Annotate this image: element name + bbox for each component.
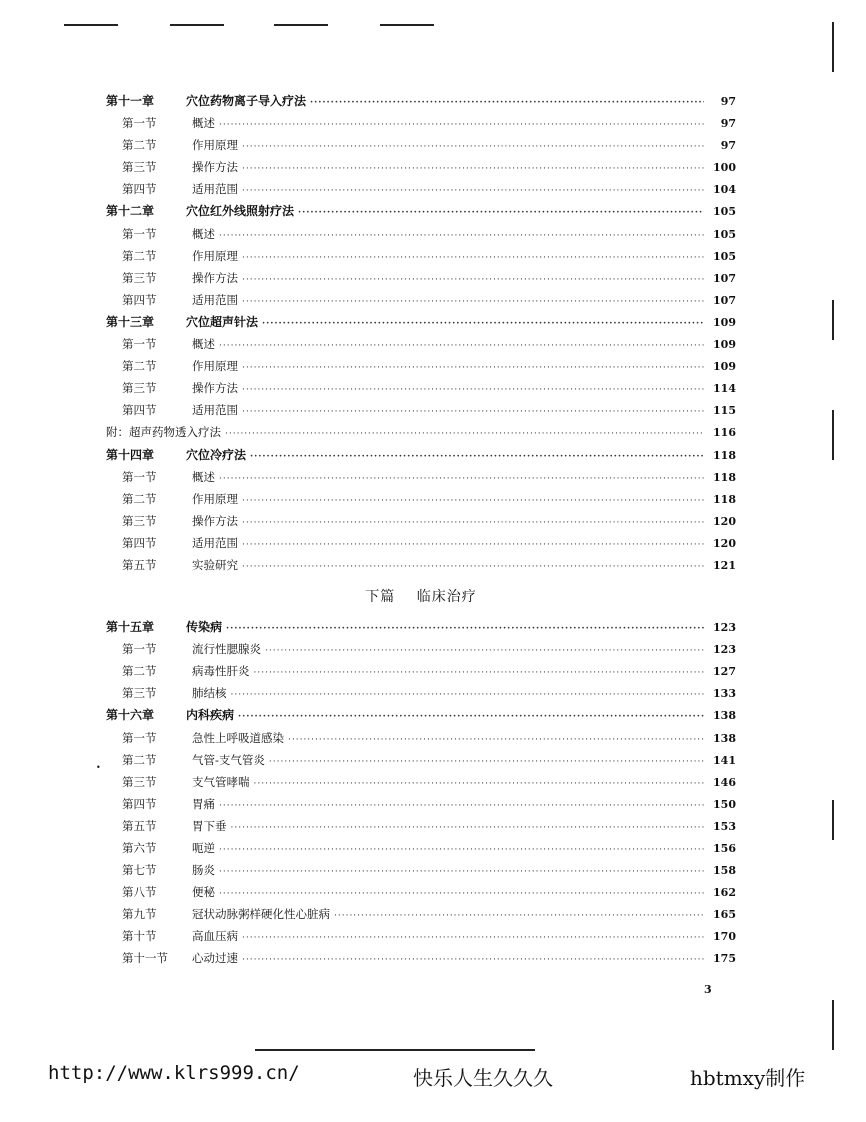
part-title: 临床治疗: [416, 589, 477, 606]
toc-entry-number: 第五节: [122, 557, 157, 572]
toc-entry-page: 146: [713, 775, 736, 789]
toc-entry-page: 123: [713, 621, 736, 635]
toc-entry-title: 肺结核: [192, 686, 227, 701]
footer-url[interactable]: http://www.klrs999.cn/: [48, 1062, 300, 1084]
toc-entry[interactable]: [106, 333, 736, 355]
page-number: 3: [704, 983, 712, 996]
toc-leader-dots: [242, 401, 704, 423]
toc-entry-page: 115: [713, 404, 736, 418]
toc-entry-number: 第十四章: [106, 447, 155, 462]
toc-entry-title: 穴位冷疗法: [186, 447, 247, 462]
toc-entry-page: 105: [713, 227, 736, 241]
toc-entry-number: 第二节: [122, 248, 157, 263]
toc-entry-title: 操作方法: [192, 381, 238, 396]
toc-entry-title: 超声药物透入疗法: [129, 425, 221, 440]
toc-entry-title: 作用原理: [192, 248, 238, 263]
toc-entry[interactable]: [106, 815, 736, 837]
header-rule-1: [64, 24, 118, 26]
toc-entry-number: 第九节: [122, 907, 157, 922]
toc-entry-number: 第三节: [122, 774, 157, 789]
toc-entry-number: 第六节: [122, 841, 157, 855]
toc-upper-section: [106, 90, 736, 576]
toc-entry-page: 118: [713, 470, 736, 484]
toc-entry-page: 138: [713, 731, 736, 745]
toc-lower-section: [106, 616, 736, 970]
toc-entry[interactable]: [106, 355, 736, 377]
toc-entry[interactable]: [106, 510, 736, 532]
toc-entry[interactable]: [106, 638, 736, 660]
toc-entry-page: 116: [713, 426, 736, 440]
toc-entry-title: 胃痛: [192, 796, 215, 811]
toc-leader-dots: [219, 883, 704, 905]
toc-leader-dots: [262, 313, 704, 335]
toc-leader-dots: [242, 269, 704, 291]
toc-entry-title: 操作方法: [192, 513, 238, 528]
toc-entry-title: 实验研究: [192, 557, 238, 572]
toc-entry-title: 作用原理: [192, 491, 238, 506]
toc-entry[interactable]: [106, 112, 736, 134]
toc-entry-page: 127: [713, 665, 736, 679]
toc-entry-number: 第十六章: [106, 708, 155, 723]
toc-leader-dots: [226, 618, 704, 640]
toc-leader-dots: [242, 247, 704, 269]
toc-entry[interactable]: [106, 399, 736, 421]
toc-entry-title: 胃下垂: [192, 818, 227, 833]
toc-entry-number: 第四节: [122, 292, 157, 307]
toc-leader-dots: [265, 640, 704, 662]
toc-entry[interactable]: [106, 223, 736, 245]
toc-leader-dots: [254, 773, 705, 795]
toc-entry-title: 适用范围: [192, 292, 238, 307]
toc-entry-page: 114: [713, 382, 736, 396]
toc-entry-number: 第二节: [122, 752, 157, 767]
toc-leader-dots: [242, 512, 704, 534]
toc-entry-number: 第八节: [122, 885, 157, 900]
toc-leader-dots: [219, 225, 704, 247]
toc-entry[interactable]: [106, 377, 736, 399]
toc-leader-dots: [269, 751, 704, 773]
toc-leader-dots: [231, 684, 705, 706]
toc-entry-title: 概述: [192, 226, 215, 241]
toc-entry-page: 158: [713, 864, 736, 878]
toc-entry[interactable]: [106, 134, 736, 156]
toc-entry[interactable]: [106, 660, 736, 682]
toc-entry[interactable]: [106, 881, 736, 903]
toc-entry[interactable]: [106, 178, 736, 200]
toc-entry[interactable]: [106, 947, 736, 969]
toc-entry-page: 104: [713, 183, 736, 197]
toc-entry-title: 概述: [192, 469, 215, 484]
toc-entry-page: 123: [713, 643, 736, 657]
toc-leader-dots: [254, 662, 705, 684]
toc-entry-page: 150: [713, 797, 736, 811]
toc-entry[interactable]: [106, 311, 736, 333]
toc-entry-number: 第二节: [122, 664, 157, 679]
toc-entry-title: 穴位药物离子导入疗法: [186, 94, 307, 108]
toc-entry-title: 穴位红外线照射疗法: [186, 204, 295, 219]
toc-entry-title: 支气管哮喘: [192, 774, 250, 789]
toc-entry-page: 97: [720, 139, 736, 153]
toc-entry-title: 操作方法: [192, 270, 238, 285]
toc-entry-title: 心动过速: [192, 951, 238, 966]
toc-entry-title: 高血压病: [192, 929, 238, 944]
toc-entry-title: 适用范围: [192, 403, 238, 418]
toc-leader-dots: [242, 490, 704, 512]
toc-entry[interactable]: [106, 903, 736, 925]
toc-entry-title: 穴位超声针法: [186, 314, 259, 329]
toc-entry-number: 第十节: [122, 929, 157, 944]
toc-entry-title: 内科疾病: [186, 708, 235, 723]
toc-entry[interactable]: [106, 771, 736, 793]
toc-entry-title: 呃逆: [192, 841, 215, 855]
toc-entry-number: 第十三章: [106, 314, 155, 329]
header-rule-3: [274, 24, 328, 26]
toc-entry-title: 气管-支气管炎: [192, 752, 265, 767]
toc-entry[interactable]: [106, 156, 736, 178]
toc-entry-number: 第四节: [122, 796, 157, 811]
toc-entry-number: 第二节: [122, 359, 157, 374]
margin-bullet: •: [96, 763, 101, 772]
toc-entry-title: 肠炎: [192, 863, 215, 878]
header-rule-2: [170, 24, 224, 26]
toc-entry[interactable]: [106, 245, 736, 267]
toc-leader-dots: [242, 357, 704, 379]
toc-entry-page: 105: [713, 249, 736, 263]
toc-entry[interactable]: [106, 267, 736, 289]
toc-leader-dots: [288, 729, 704, 751]
toc-entry-number: 第十一章: [106, 94, 155, 108]
toc-entry-number: 第四节: [122, 535, 157, 550]
toc-entry[interactable]: [106, 616, 736, 638]
toc-leader-dots: [242, 291, 704, 313]
footer-credit: hbtmxy制作: [690, 1066, 806, 1090]
footer: [0, 1062, 866, 1092]
toc-entry-page: 109: [713, 315, 736, 329]
toc-entry-title: 操作方法: [192, 160, 238, 175]
toc-entry-number: 第三节: [122, 686, 157, 701]
toc-leader-dots: [225, 423, 704, 445]
toc-leader-dots: [219, 795, 704, 817]
toc-entry-page: 175: [713, 952, 736, 966]
toc-leader-dots: [231, 817, 705, 839]
toc-entry-page: 105: [713, 205, 736, 219]
toc-entry[interactable]: [106, 466, 736, 488]
scan-edge-1: [832, 22, 834, 72]
toc-entry-number: 第一节: [122, 337, 157, 352]
toc-leader-dots: [242, 927, 704, 949]
toc-entry[interactable]: [106, 749, 736, 771]
toc-entry-number: 第五节: [122, 818, 157, 833]
toc-entry-number: 第一节: [122, 226, 157, 241]
toc-entry-title: 作用原理: [192, 138, 238, 153]
toc-entry-page: 100: [713, 161, 736, 175]
toc-leader-dots: [242, 534, 704, 556]
toc-entry[interactable]: [106, 682, 736, 704]
toc-entry[interactable]: [106, 727, 736, 749]
toc-entry-page: 107: [713, 271, 736, 285]
toc-entry-number: 第七节: [122, 863, 157, 878]
toc-entry[interactable]: [106, 200, 736, 222]
toc-entry-number: 第十二章: [106, 204, 155, 219]
toc-leader-dots: [334, 905, 704, 927]
toc-entry-page: 156: [713, 842, 736, 855]
toc-entry[interactable]: [106, 704, 736, 726]
toc-entry-title: 作用原理: [192, 359, 238, 374]
toc-leader-dots: [310, 92, 704, 114]
toc-entry-page: 97: [720, 117, 736, 131]
toc-entry[interactable]: [106, 488, 736, 510]
scan-edge-5: [832, 1000, 834, 1050]
toc-leader-dots: [242, 949, 704, 971]
toc-entry-page: 165: [713, 908, 736, 922]
toc-entry-page: 109: [713, 360, 736, 374]
toc-leader-dots: [219, 335, 704, 357]
scan-edge-3: [832, 410, 834, 460]
toc-entry-title: 冠状动脉粥样硬化性心脏病: [192, 907, 330, 922]
toc-entry-number: 第一节: [122, 116, 157, 131]
toc-entry-title: 流行性腮腺炎: [192, 642, 261, 657]
toc-entry[interactable]: [106, 925, 736, 947]
toc-entry-number: 第二节: [122, 138, 157, 153]
toc-entry-page: 107: [713, 293, 736, 307]
toc-entry-number: 第三节: [122, 513, 157, 528]
toc-entry-number: 附：: [106, 425, 129, 440]
toc-entry[interactable]: [106, 793, 736, 815]
part-heading: [106, 580, 736, 610]
toc-entry-title: 传染病: [186, 620, 223, 635]
toc-entry-number: 第一节: [122, 642, 157, 657]
toc-entry-page: 133: [713, 687, 736, 701]
footer-rule: [255, 1049, 535, 1051]
toc-leader-dots: [242, 136, 704, 158]
toc-leader-dots: [219, 839, 704, 861]
toc-entry-title: 概述: [192, 116, 215, 131]
toc-entry-page: 118: [713, 448, 736, 462]
toc-entry-page: 120: [713, 514, 736, 528]
toc-entry-number: 第一节: [122, 469, 157, 484]
toc-entry[interactable]: [106, 554, 736, 576]
toc-entry[interactable]: [106, 532, 736, 554]
scan-edge-4: [832, 800, 834, 840]
toc-entry-page: 170: [713, 930, 736, 944]
toc-entry-title: 便秘: [192, 885, 215, 900]
toc-entry-title: 概述: [192, 337, 215, 352]
toc-entry[interactable]: [106, 421, 736, 443]
toc-entry[interactable]: [106, 289, 736, 311]
header-rule-4: [380, 24, 434, 26]
toc-entry-number: 第二节: [122, 491, 157, 506]
toc-entry-page: 121: [713, 558, 736, 572]
toc-entry-title: 急性上呼吸道感染: [192, 730, 284, 745]
toc-entry-title: 病毒性肝炎: [192, 664, 250, 679]
toc-leader-dots: [219, 114, 704, 136]
toc-entry[interactable]: [106, 859, 736, 881]
toc-entry-page: 162: [713, 886, 736, 900]
table-of-contents: [106, 90, 736, 970]
part-label: 下篇: [365, 589, 396, 606]
toc-entry-page: 153: [713, 819, 736, 833]
scan-edge-2: [832, 300, 834, 340]
toc-entry-number: 第四节: [122, 403, 157, 418]
toc-leader-dots: [238, 706, 704, 728]
toc-leader-dots: [219, 861, 704, 883]
toc-leader-dots: [242, 180, 704, 202]
toc-entry-number: 第四节: [122, 182, 157, 197]
toc-entry-number: 第十一节: [122, 951, 168, 966]
toc-entry-number: 第一节: [122, 730, 157, 745]
toc-leader-dots: [250, 446, 704, 468]
toc-entry-page: 97: [720, 95, 736, 108]
toc-leader-dots: [242, 379, 704, 401]
toc-entry-page: 109: [713, 338, 736, 352]
toc-entry-title: 适用范围: [192, 182, 238, 197]
toc-entry[interactable]: [106, 444, 736, 466]
toc-entry-number: 第三节: [122, 270, 157, 285]
toc-leader-dots: [242, 158, 704, 180]
toc-leader-dots: [298, 202, 704, 224]
toc-entry-page: 118: [713, 492, 736, 506]
toc-entry-title: 适用范围: [192, 535, 238, 550]
toc-entry[interactable]: [106, 90, 736, 112]
toc-entry-number: 第三节: [122, 381, 157, 396]
toc-entry[interactable]: [106, 837, 736, 859]
toc-entry-number: 第十五章: [106, 620, 155, 635]
toc-entry-page: 141: [713, 753, 736, 767]
toc-leader-dots: [242, 556, 704, 578]
toc-leader-dots: [219, 468, 704, 490]
toc-entry-number: 第三节: [122, 160, 157, 175]
footer-site-name: 快乐人生久久久: [413, 1066, 553, 1090]
toc-entry-page: 138: [713, 709, 736, 723]
toc-entry-page: 120: [713, 536, 736, 550]
